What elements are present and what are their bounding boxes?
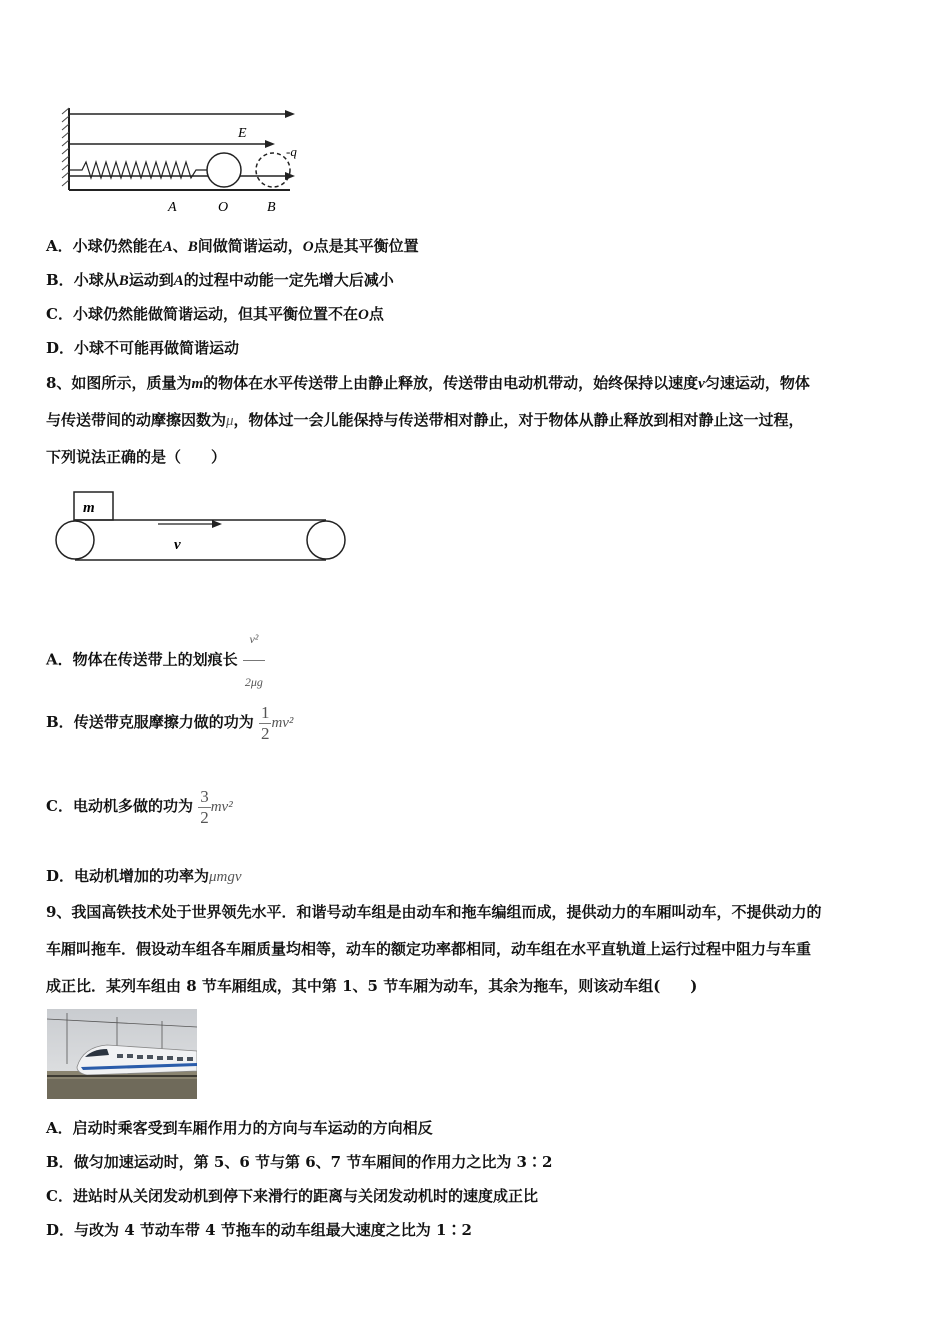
q9-option-b[interactable]: B．做匀加速运动时，第 5、6 节与第 6、7 节车厢间的作用力之比为 3∶2 (46, 1153, 553, 1171)
q8-option-d[interactable]: D．电动机增加的功率为μmgv (46, 867, 242, 885)
label-q: -q (286, 144, 297, 159)
q9-option-a[interactable]: A．启动时乘客受到车厢作用力的方向与车运动的方向相反 (46, 1119, 433, 1137)
q9-option-c[interactable]: C．进站时从关闭发动机到停下来滑行的距离与关闭发动机时的速度成正比 (46, 1187, 538, 1205)
q8-option-c[interactable]: C．电动机多做的功为 $\frac{3}{2}$ mv² (46, 786, 233, 827)
fraction-one-half: $\frac{1}{2}$ (260, 702, 270, 743)
q8-option-b[interactable]: B．传送带克服摩擦力做的功为 $\frac{1}{2}$ mv² (46, 702, 294, 743)
q7-option-c[interactable]: C．小球仍然能做简谐运动，但其平衡位置不在O点 (46, 305, 384, 323)
fraction-v2-over-2mug: $\frac{\text{v²}}{2\mu g}$ (243, 618, 265, 703)
q9-stem-line2: 车厢叫拖车．假设动车组各车厢质量均相等，动车的额定功率都相同，动车组在水平直轨道上运行过程中阻力与车重 (46, 940, 812, 958)
label-B: B (267, 200, 276, 215)
q9-stem-line1: 9、我国高铁技术处于世界领先水平．和谐号动车组是由动车和拖车编组而成，提供动力的车厢叫动车，不提供动力的 (46, 903, 822, 921)
label-A: A (168, 200, 177, 215)
label-E: E (238, 126, 247, 141)
q7-option-d[interactable]: D．小球不可能再做简谐运动 (46, 339, 240, 357)
q9-stem-line3: 成正比．某列车组由 8 节车厢组成，其中第 1、5 节车厢为动车，其余为拖车，则该动车组( ) (46, 977, 698, 995)
train-photo (47, 1009, 197, 1099)
q8-stem-line1: 8、如图所示，质量为m的物体在水平传送带上由静止释放，传送带由电动机带动，始终保持以速度v匀速运动，物体 (46, 374, 810, 392)
label-O: O (218, 200, 229, 215)
q7-option-a[interactable]: A．小球仍然能在A、B间做简谐运动，O点是其平衡位置 (46, 237, 419, 255)
spring-field-diagram (60, 104, 310, 216)
q8-option-a[interactable]: A．物体在传送带上的划痕长 $\frac{\text{v²}}{2\mu g}$ (46, 618, 265, 703)
q8-stem-line2: 与传送带间的动摩擦因数为μ，物体过一会儿能保持与传送带相对静止，对于物体从静止释放到相对静止这一过程， (46, 411, 804, 429)
q8-stem-line3: 下列说法正确的是（ ） (46, 448, 227, 466)
fraction-three-halves: $\frac{3}{2}$ (200, 786, 209, 827)
conveyor-belt-diagram (52, 490, 352, 564)
block-m-label: m (83, 500, 95, 516)
q9-option-d[interactable]: D．与改为 4 节动车带 4 节拖车的动车组最大速度之比为 1∶2 (46, 1221, 472, 1239)
q7-option-b[interactable]: B．小球从B运动到A的过程中动能一定先增大后减小 (46, 271, 394, 289)
belt-v-label: v (174, 537, 181, 553)
